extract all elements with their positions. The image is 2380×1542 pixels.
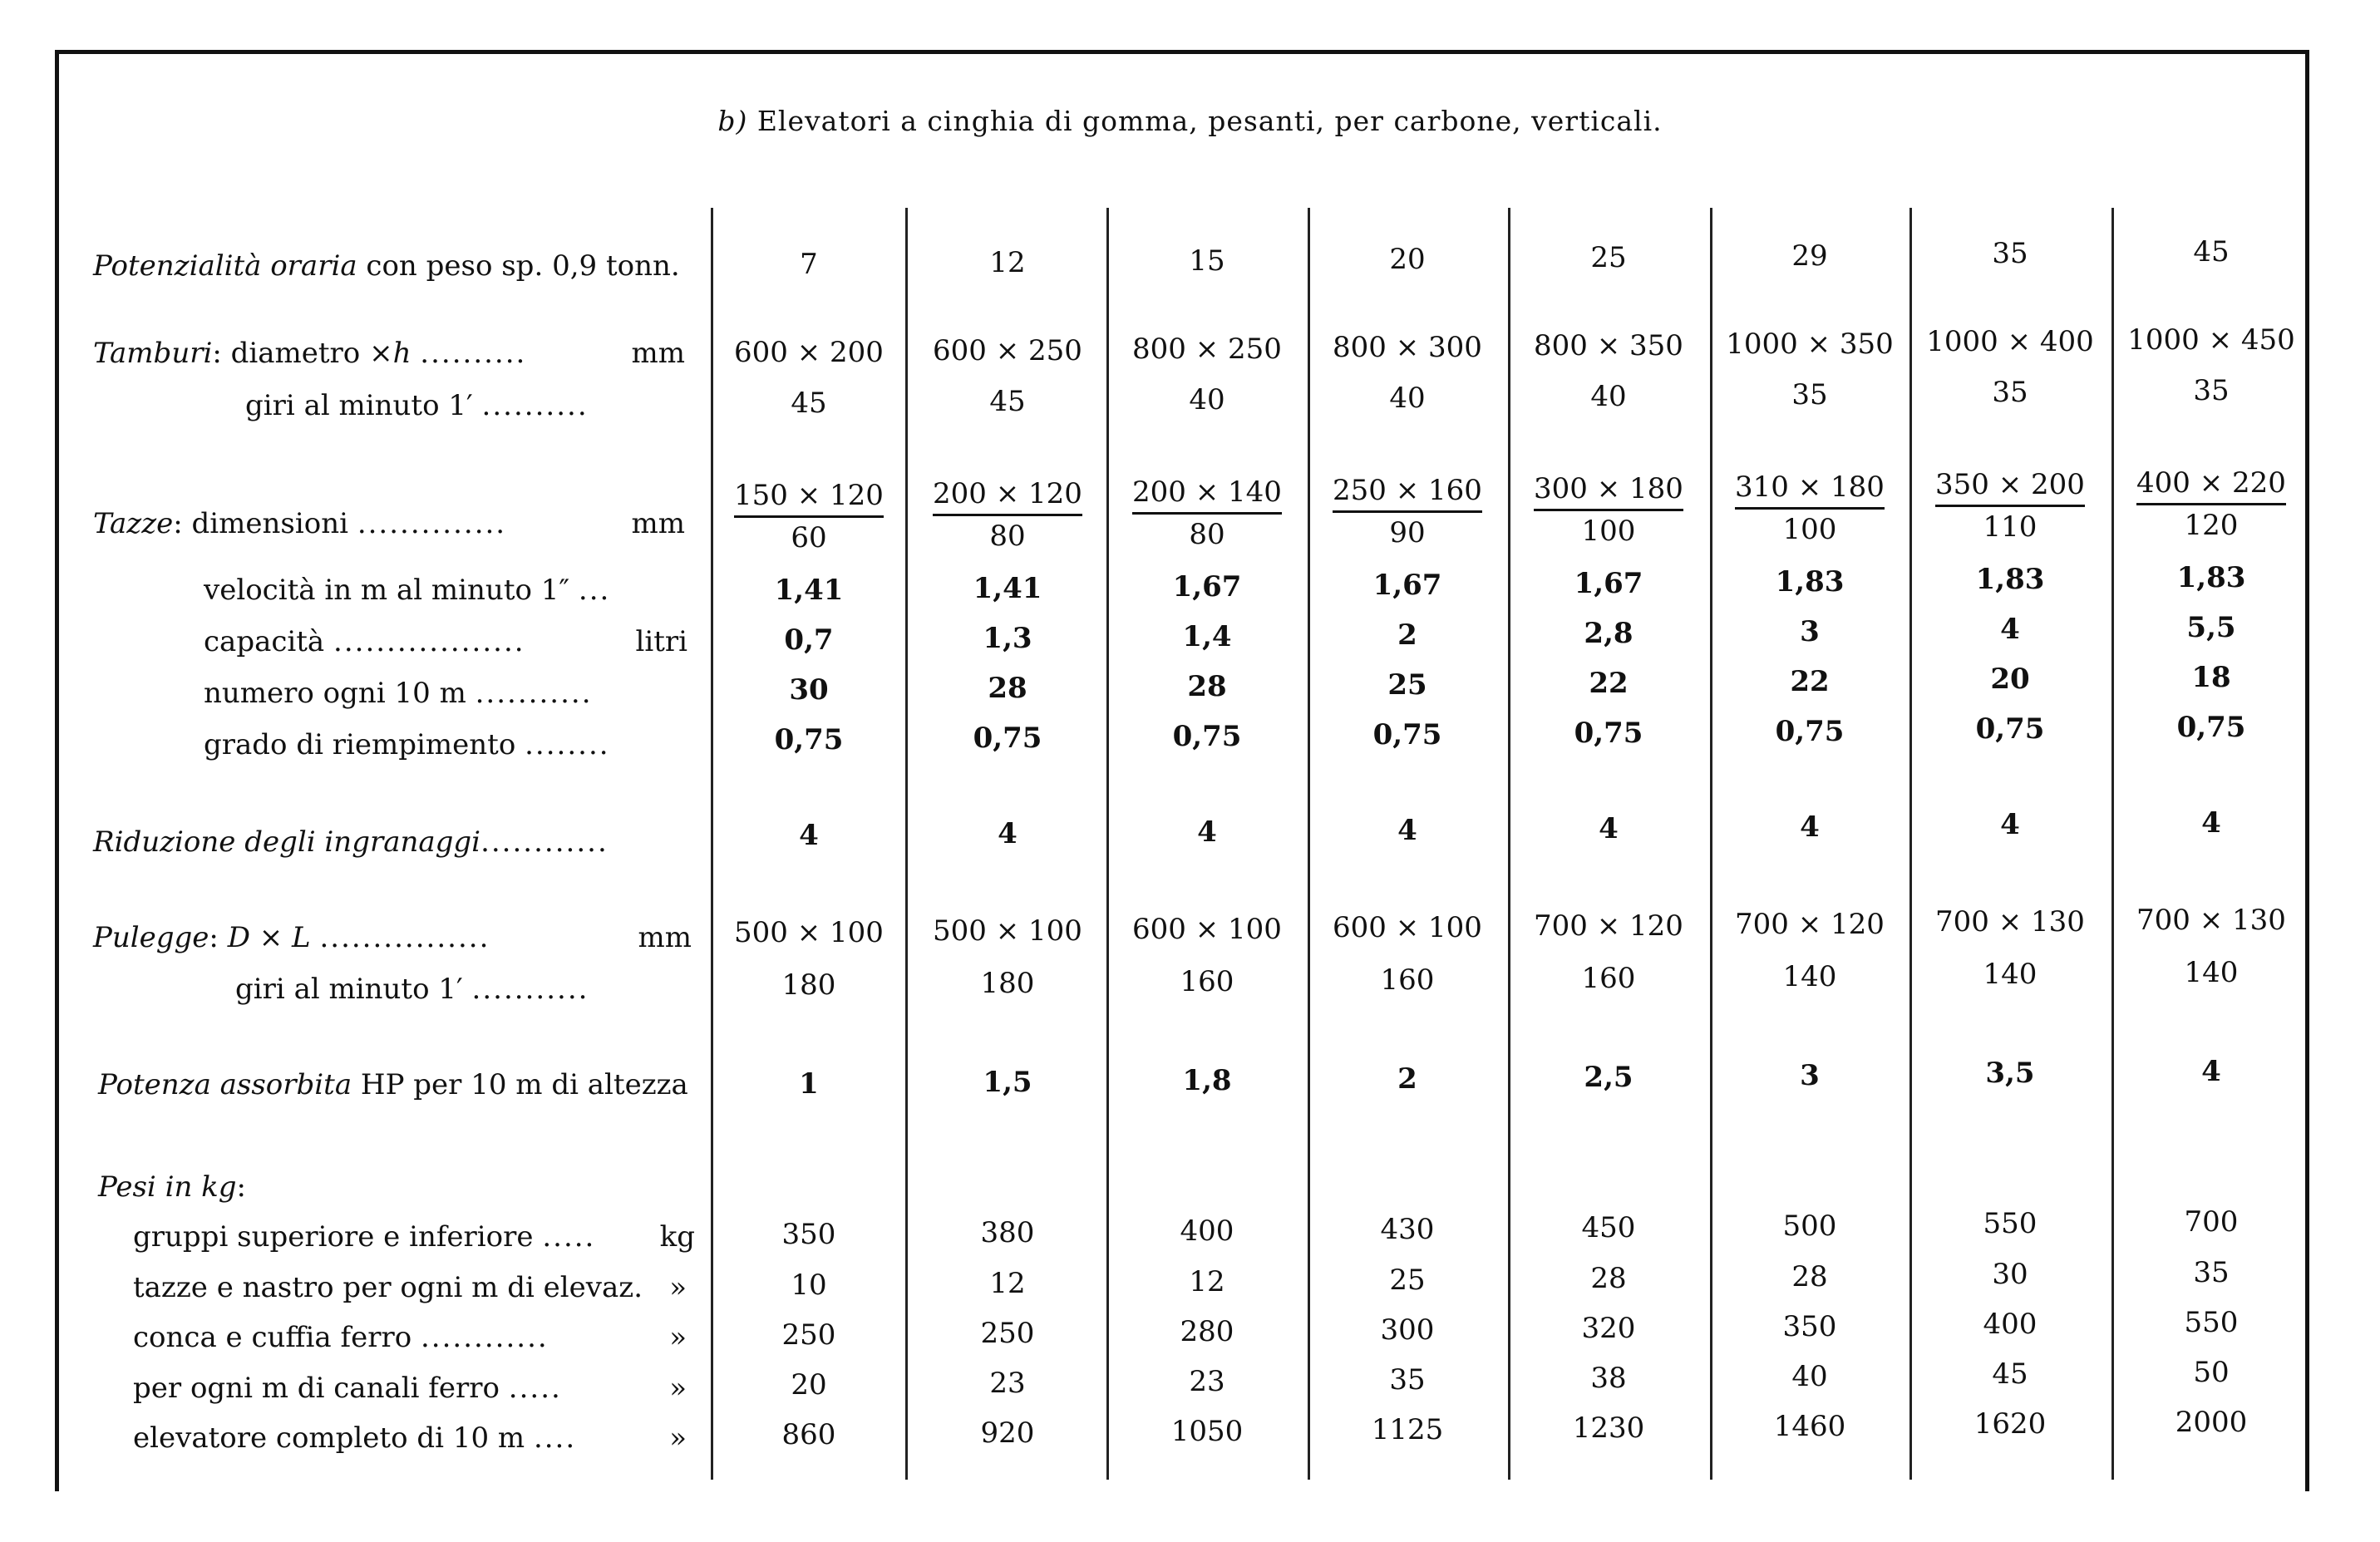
cell-pesi-elevatore: 860: [781, 1418, 836, 1451]
cell-potenzialita: 35: [1992, 237, 2028, 270]
cell-tazze-grado: 0,75: [973, 722, 1042, 755]
cell-tamburi-diametro: 600 × 250: [933, 334, 1082, 367]
label-tamburi-giri: giri al minuto 1′ ..........: [245, 389, 589, 422]
cell-pesi-gruppi: 350: [781, 1218, 836, 1251]
cell-pesi-conca: 250: [980, 1317, 1035, 1350]
label-tamburi-diametro: Tamburi: diametro ×h .......... mm: [93, 337, 685, 370]
cell-tazze-velocita: 1,41: [973, 572, 1042, 605]
cell-potenza: 4: [2201, 1055, 2221, 1088]
label-pesi-gruppi: gruppi superiore e inferiore ..... kg: [133, 1220, 695, 1254]
dimensioni-denominator: 100: [1782, 513, 1837, 546]
cell-pulegge-dl: 600 × 100: [1333, 911, 1482, 944]
cell-pulegge-giri: 160: [1180, 965, 1234, 998]
cell-pesi-gruppi: 430: [1380, 1213, 1435, 1246]
cell-tazze-numero: 22: [1790, 665, 1830, 698]
cell-tazze-dimensioni: [1534, 472, 1683, 548]
cell-pesi-conca: 250: [781, 1318, 836, 1352]
cell-pesi-tazze: 25: [1389, 1264, 1426, 1297]
cell-pesi-conca: 400: [1983, 1308, 2038, 1341]
cell-pesi-gruppi: 380: [980, 1216, 1035, 1249]
cell-potenza: 2,5: [1584, 1061, 1633, 1094]
dimensioni-numerator: 250 × 160: [1333, 474, 1482, 513]
dimensioni-denominator: 80: [989, 520, 1026, 553]
cell-tazze-grado: 0,75: [774, 723, 844, 756]
cell-pulegge-giri: 140: [1782, 960, 1837, 993]
cell-pesi-tazze: 12: [989, 1267, 1026, 1300]
label-pesi-header: Pesi in kg:: [98, 1170, 247, 1204]
cell-tazze-dimensioni: [1935, 468, 2085, 544]
dimensioni-denominator: 100: [1581, 515, 1636, 548]
cell-potenzialita: 20: [1389, 243, 1426, 276]
label-pesi-tazze: tazze e nastro per ogni m di elevaz. »: [133, 1271, 687, 1304]
cell-pesi-elevatore: 1230: [1572, 1411, 1645, 1445]
title-prefix: b): [717, 105, 748, 137]
cell-tazze-grado: 0,75: [1975, 712, 2045, 746]
cell-tamburi-giri: 45: [791, 387, 827, 420]
label-tazze-velocita: velocità in m al minuto 1″ ...: [204, 574, 611, 607]
cell-pulegge-giri: 160: [1380, 963, 1435, 997]
cell-pesi-elevatore: 1050: [1170, 1415, 1244, 1448]
dimensioni-numerator: 400 × 220: [2136, 466, 2286, 505]
cell-riduzione: 4: [1197, 815, 1217, 849]
label-potenza: Potenza assorbita HP per 10 m di altezza: [98, 1068, 688, 1101]
cell-pulegge-giri: 180: [781, 968, 836, 1002]
cell-tazze-capacita: 5,5: [2186, 611, 2236, 644]
cell-tazze-numero: 28: [1187, 670, 1227, 703]
cell-potenza: 2: [1397, 1062, 1417, 1096]
cell-tazze-grado: 0,75: [1574, 717, 1643, 750]
cell-tazze-grado: 0,75: [1372, 718, 1442, 751]
cell-tamburi-giri: 45: [989, 385, 1026, 418]
dimensioni-denominator: 120: [2184, 509, 2239, 542]
cell-pulegge-dl: 500 × 100: [734, 916, 884, 949]
cell-tazze-capacita: 2,8: [1584, 617, 1633, 650]
cell-tazze-dimensioni: [1333, 474, 1482, 549]
cell-pesi-elevatore: 2000: [2175, 1406, 2248, 1439]
dimensioni-denominator: 80: [1189, 518, 1225, 551]
cell-pesi-elevatore: 1125: [1371, 1413, 1444, 1446]
cell-tamburi-diametro: 800 × 300: [1333, 331, 1482, 364]
cell-tazze-dimensioni: [1735, 470, 1885, 546]
cell-potenzialita: 29: [1791, 239, 1828, 273]
cell-tamburi-diametro: 800 × 350: [1534, 329, 1683, 362]
dimensioni-denominator: 110: [1983, 510, 2038, 544]
cell-tazze-numero: 20: [1990, 663, 2030, 696]
cell-tazze-numero: 25: [1387, 668, 1427, 702]
cell-tazze-velocita: 1,83: [1975, 563, 2045, 596]
cell-pesi-tazze: 35: [2193, 1256, 2230, 1289]
cell-potenza: 3: [1800, 1059, 1820, 1092]
cell-tazze-capacita: 2: [1397, 618, 1417, 652]
label-tazze-dimensioni: Tazze: dimensioni .............. mm: [93, 507, 685, 540]
cell-potenza: 1,5: [983, 1066, 1032, 1099]
cell-tamburi-giri: 35: [1992, 376, 2028, 409]
cell-tamburi-giri: 35: [2193, 374, 2230, 407]
cell-pesi-elevatore: 1460: [1773, 1410, 1846, 1443]
cell-potenzialita: 15: [1189, 244, 1225, 278]
cell-pulegge-dl: 600 × 100: [1132, 913, 1282, 946]
label-pulegge-dl: Pulegge: D × L ................ mm: [93, 921, 692, 954]
cell-pulegge-dl: 700 × 120: [1534, 909, 1683, 943]
cell-pesi-conca: 350: [1782, 1310, 1837, 1343]
cell-tamburi-diametro: 1000 × 350: [1726, 328, 1894, 361]
cell-riduzione: 4: [2201, 806, 2221, 840]
cell-tazze-velocita: 1,83: [2176, 561, 2246, 594]
cell-pesi-tazze: 28: [1590, 1262, 1627, 1295]
cell-pesi-conca: 550: [2184, 1306, 2239, 1339]
cell-pulegge-dl: 500 × 100: [933, 914, 1082, 948]
cell-pesi-gruppi: 450: [1581, 1211, 1636, 1244]
cell-pesi-elevatore: 1620: [1973, 1407, 2047, 1441]
cell-tazze-velocita: 1,67: [1172, 570, 1242, 603]
cell-tazze-capacita: 4: [2000, 613, 2020, 646]
cell-potenzialita: 45: [2193, 235, 2230, 268]
label-tazze-numero: numero ogni 10 m ...........: [204, 677, 593, 710]
cell-tazze-velocita: 1,83: [1775, 565, 1845, 599]
dimensioni-numerator: 350 × 200: [1935, 468, 2085, 507]
cell-tamburi-giri: 40: [1590, 380, 1627, 413]
cell-pesi-canali: 23: [989, 1367, 1026, 1400]
cell-riduzione: 4: [1599, 812, 1619, 845]
cell-potenza: 1,8: [1182, 1064, 1232, 1097]
dimensioni-numerator: 200 × 120: [933, 477, 1082, 516]
cell-riduzione: 4: [1397, 814, 1417, 847]
cell-pesi-gruppi: 400: [1180, 1214, 1234, 1248]
cell-pesi-canali: 50: [2193, 1356, 2230, 1389]
cell-tazze-capacita: 1,3: [983, 622, 1032, 655]
cell-tamburi-giri: 35: [1791, 378, 1828, 411]
cell-tazze-capacita: 0,7: [784, 623, 834, 657]
label-pulegge-giri: giri al minuto 1′ ...........: [235, 973, 589, 1006]
cell-tamburi-giri: 40: [1189, 383, 1225, 416]
cell-tazze-grado: 0,75: [2176, 711, 2246, 744]
cell-tazze-velocita: 1,67: [1574, 567, 1643, 600]
cell-pesi-gruppi: 550: [1983, 1207, 2038, 1240]
cell-riduzione: 4: [799, 819, 819, 852]
cell-pesi-conca: 300: [1380, 1313, 1435, 1347]
label-tazze-grado: grado di riempimento ........: [204, 728, 610, 761]
cell-tazze-dimensioni: [933, 477, 1082, 553]
cell-pesi-canali: 40: [1791, 1360, 1828, 1393]
cell-potenzialita: 12: [989, 246, 1026, 279]
label-pesi-elevatore: elevatore completo di 10 m .... »: [133, 1421, 687, 1455]
label-tazze-capacita: capacità .................. litri: [204, 625, 687, 658]
cell-pulegge-giri: 180: [980, 967, 1035, 1000]
cell-pesi-conca: 280: [1180, 1315, 1234, 1348]
cell-potenzialita: 7: [800, 248, 818, 281]
cell-riduzione: 4: [1800, 810, 1820, 844]
cell-pesi-canali: 23: [1189, 1365, 1225, 1398]
cell-tazze-grado: 0,75: [1172, 720, 1242, 753]
cell-potenzialita: 25: [1590, 241, 1627, 274]
cell-riduzione: 4: [2000, 808, 2020, 841]
cell-tamburi-diametro: 800 × 250: [1132, 333, 1282, 366]
cell-potenza: 3,5: [1985, 1057, 2035, 1090]
cell-pesi-elevatore: 920: [980, 1416, 1035, 1450]
cell-tamburi-diametro: 1000 × 450: [2127, 323, 2295, 357]
label-riduzione: Riduzione degli ingranaggi............: [93, 825, 609, 859]
cell-pesi-tazze: 10: [791, 1269, 827, 1302]
cell-pesi-conca: 320: [1581, 1312, 1636, 1345]
cell-tazze-velocita: 1,41: [774, 574, 844, 607]
cell-tazze-capacita: 3: [1800, 615, 1820, 648]
label-pesi-canali: per ogni m di canali ferro ..... »: [133, 1372, 687, 1405]
cell-pesi-tazze: 28: [1791, 1260, 1828, 1293]
cell-tazze-numero: 18: [2191, 661, 2231, 694]
cell-tazze-numero: 28: [988, 672, 1027, 705]
cell-pesi-tazze: 30: [1992, 1258, 2028, 1291]
dimensioni-denominator: 60: [791, 521, 827, 554]
cell-pesi-canali: 38: [1590, 1362, 1627, 1395]
cell-potenza: 1: [799, 1067, 819, 1101]
cell-tamburi-diametro: 1000 × 400: [1926, 325, 2094, 358]
cell-pesi-tazze: 12: [1189, 1265, 1225, 1298]
dimensioni-denominator: 90: [1389, 516, 1426, 549]
cell-pulegge-dl: 700 × 130: [1935, 905, 2085, 939]
dimensioni-numerator: 200 × 140: [1132, 475, 1282, 515]
cell-pesi-canali: 45: [1992, 1357, 2028, 1391]
cell-pulegge-giri: 140: [2184, 956, 2239, 989]
cell-tazze-velocita: 1,67: [1372, 569, 1442, 602]
title-text: Elevatori a cinghia di gomma, pesanti, per carbone, verticali.: [756, 105, 1663, 137]
cell-tazze-capacita: 1,4: [1182, 620, 1232, 653]
cell-pesi-gruppi: 500: [1782, 1209, 1837, 1243]
label-pesi-conca: conca e cuffia ferro ............ »: [133, 1321, 687, 1354]
cell-pulegge-giri: 160: [1581, 962, 1636, 995]
cell-tazze-dimensioni: [2136, 466, 2286, 542]
dimensioni-numerator: 310 × 180: [1735, 470, 1885, 510]
cell-tazze-grado: 0,75: [1775, 715, 1845, 748]
cell-riduzione: 4: [998, 817, 1018, 850]
cell-tazze-dimensioni: [1132, 475, 1282, 551]
cell-pesi-canali: 20: [791, 1368, 827, 1402]
cell-pulegge-giri: 140: [1983, 958, 2038, 991]
cell-tazze-dimensioni: [734, 479, 884, 554]
cell-pulegge-dl: 700 × 120: [1735, 908, 1885, 941]
dimensioni-numerator: 300 × 180: [1534, 472, 1683, 511]
table-title: [0, 105, 2380, 137]
cell-pulegge-dl: 700 × 130: [2136, 904, 2286, 937]
cell-pesi-canali: 35: [1389, 1363, 1426, 1397]
cell-tamburi-giri: 40: [1389, 382, 1426, 415]
cell-tazze-numero: 30: [789, 673, 829, 707]
cell-pesi-gruppi: 700: [2184, 1205, 2239, 1239]
dimensioni-numerator: 150 × 120: [734, 479, 884, 518]
label-potenzialita: Potenzialità oraria con peso sp. 0,9 tonn.: [93, 249, 680, 283]
cell-tamburi-diametro: 600 × 200: [734, 336, 884, 369]
cell-tazze-numero: 22: [1589, 667, 1629, 700]
